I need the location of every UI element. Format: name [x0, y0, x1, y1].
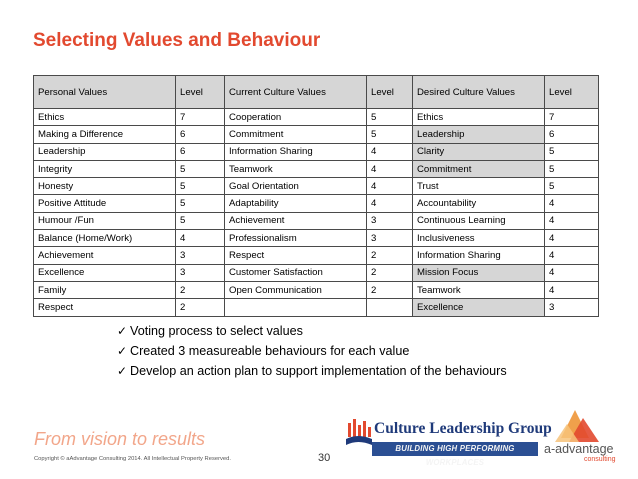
- table-cell: Balance (Home/Work): [34, 230, 176, 247]
- column-header: Level: [367, 76, 413, 109]
- table-row: [34, 195, 599, 212]
- bullet-list: [117, 321, 507, 381]
- bullet-item: [117, 341, 507, 361]
- table-cell: 4: [176, 230, 225, 247]
- table-cell: Achievement: [225, 212, 367, 229]
- table-cell: 5: [176, 212, 225, 229]
- table-cell: 4: [545, 195, 599, 212]
- bullet-text: Created 3 measureable behaviours for each value: [130, 344, 410, 358]
- column-header: Current Culture Values: [225, 76, 367, 109]
- a-advantage-name: a-advantage: [544, 442, 614, 456]
- table-cell: Inclusiveness: [413, 230, 545, 247]
- table-row: [34, 230, 599, 247]
- table-cell: 4: [545, 281, 599, 298]
- copyright-notice: Copyright © aAdvantage Consulting 2014. All Intellectual Property Reserved.: [34, 456, 231, 462]
- table-cell: Information Sharing: [225, 143, 367, 160]
- table-cell: 4: [367, 195, 413, 212]
- table-row: [34, 126, 599, 143]
- table-cell: 4: [545, 212, 599, 229]
- table-cell: [367, 299, 413, 316]
- table-cell: 4: [367, 143, 413, 160]
- table-cell: 2: [367, 281, 413, 298]
- table-row: [34, 299, 599, 316]
- table-cell: Goal Orientation: [225, 178, 367, 195]
- table-cell: 2: [176, 281, 225, 298]
- table-cell: Professionalism: [225, 230, 367, 247]
- table-cell: 3: [367, 212, 413, 229]
- table-cell: 5: [545, 178, 599, 195]
- table-row: [34, 160, 599, 177]
- table-cell: 5: [545, 143, 599, 160]
- table-row: [34, 109, 599, 126]
- table-cell: 4: [545, 247, 599, 264]
- table-cell: 6: [176, 143, 225, 160]
- table-cell: 4: [545, 230, 599, 247]
- table-cell: Accountability: [413, 195, 545, 212]
- table-row: [34, 281, 599, 298]
- table-cell: Teamwork: [413, 281, 545, 298]
- table-cell: Continuous Learning: [413, 212, 545, 229]
- table-row: [34, 264, 599, 281]
- table-cell: Achievement: [34, 247, 176, 264]
- table-cell: 3: [545, 299, 599, 316]
- tagline: From vision to results: [34, 429, 206, 449]
- table-cell: Commitment: [413, 160, 545, 177]
- clg-company-name: Culture Leadership Group: [374, 420, 552, 437]
- table-cell: 4: [367, 160, 413, 177]
- table-cell: 4: [367, 178, 413, 195]
- page-number: 30: [318, 452, 331, 464]
- table-row: [34, 247, 599, 264]
- bullet-text: Develop an action plan to support implementation of the behaviours: [130, 364, 507, 378]
- table-cell: Trust: [413, 178, 545, 195]
- table-cell: 5: [367, 126, 413, 143]
- column-header: Level: [545, 76, 599, 109]
- column-header: Personal Values: [34, 76, 176, 109]
- table-cell: Commitment: [225, 126, 367, 143]
- table-cell: Positive Attitude: [34, 195, 176, 212]
- table-cell: Honesty: [34, 178, 176, 195]
- table-cell: Ethics: [34, 109, 176, 126]
- table-cell: 3: [176, 247, 225, 264]
- table-row: [34, 143, 599, 160]
- table-cell: Mission Focus: [413, 264, 545, 281]
- table-cell: Excellence: [34, 264, 176, 281]
- table-cell: 5: [545, 160, 599, 177]
- table-cell: 5: [176, 160, 225, 177]
- table-cell: Respect: [34, 299, 176, 316]
- table-cell: Clarity: [413, 143, 545, 160]
- table-cell: 6: [176, 126, 225, 143]
- table-cell: Making a Difference: [34, 126, 176, 143]
- table-cell: 2: [367, 264, 413, 281]
- bullet-item: [117, 361, 507, 381]
- table-cell: Open Communication: [225, 281, 367, 298]
- table-row: [34, 178, 599, 195]
- a-advantage-subtitle: consulting: [584, 456, 616, 463]
- table-cell: Leadership: [34, 143, 176, 160]
- table-cell: Information Sharing: [413, 247, 545, 264]
- table-cell: 7: [176, 109, 225, 126]
- column-header: Level: [176, 76, 225, 109]
- check-mark-icon: ✓: [117, 344, 128, 358]
- slide-title: Selecting Values and Behaviour: [33, 30, 321, 51]
- bullet-text: Voting process to select values: [130, 324, 303, 338]
- clg-tagline: BUILDING HIGH PERFORMING WORKPLACES: [372, 442, 538, 456]
- table-cell: Ethics: [413, 109, 545, 126]
- table-cell: Respect: [225, 247, 367, 264]
- table-cell: Integrity: [34, 160, 176, 177]
- a-advantage-logo-icon: [553, 408, 603, 443]
- check-mark-icon: ✓: [117, 364, 128, 378]
- table-cell: 6: [545, 126, 599, 143]
- table-row: [34, 212, 599, 229]
- table-cell: 4: [545, 264, 599, 281]
- table-cell: Cooperation: [225, 109, 367, 126]
- table-cell: 5: [367, 109, 413, 126]
- table-cell: Leadership: [413, 126, 545, 143]
- values-table: [33, 75, 599, 317]
- table-cell: Family: [34, 281, 176, 298]
- table-cell: 3: [176, 264, 225, 281]
- table-cell: 5: [176, 178, 225, 195]
- table-cell: Excellence: [413, 299, 545, 316]
- table-cell: Adaptability: [225, 195, 367, 212]
- table-cell: Customer Satisfaction: [225, 264, 367, 281]
- table-body: [34, 109, 599, 317]
- bullet-item: [117, 321, 507, 341]
- table-cell: 2: [367, 247, 413, 264]
- table-cell: Teamwork: [225, 160, 367, 177]
- table-header-row: [34, 76, 599, 109]
- table-cell: Humour /Fun: [34, 212, 176, 229]
- check-mark-icon: ✓: [117, 324, 128, 338]
- table-cell: [225, 299, 367, 316]
- column-header: Desired Culture Values: [413, 76, 545, 109]
- table-cell: 3: [367, 230, 413, 247]
- table-cell: 5: [176, 195, 225, 212]
- table-cell: 7: [545, 109, 599, 126]
- table-cell: 2: [176, 299, 225, 316]
